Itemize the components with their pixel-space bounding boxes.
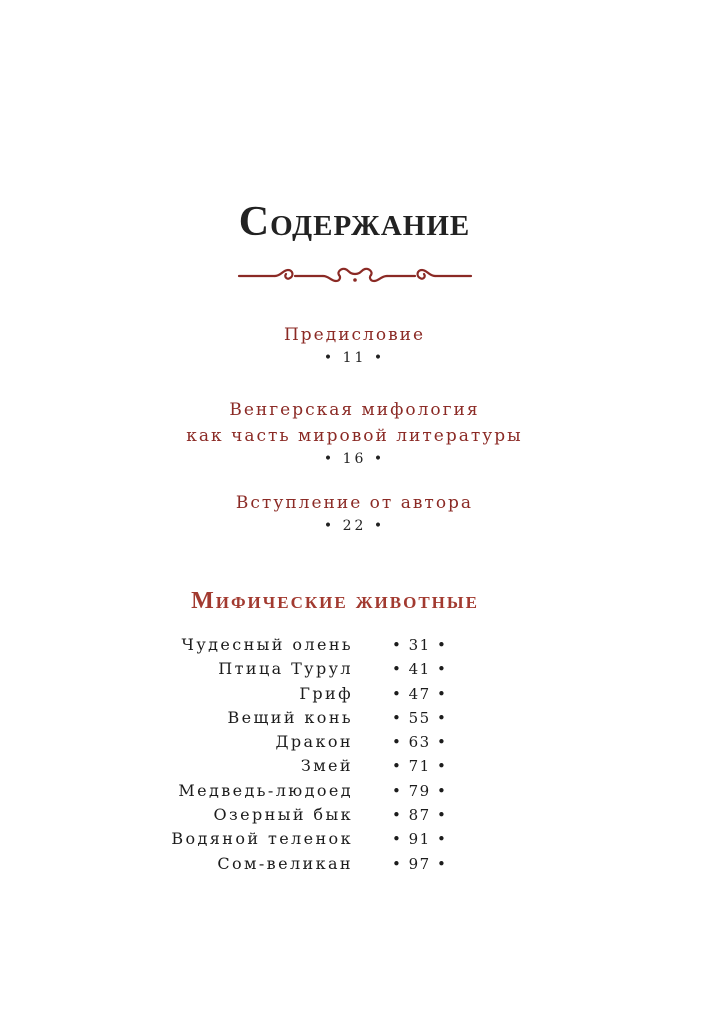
toc-row-page: • 31 • xyxy=(392,636,448,654)
toc-row[interactable] xyxy=(0,706,709,730)
toc-row-name: Вещий конь xyxy=(227,707,353,727)
toc-row-name: Змей xyxy=(300,756,353,776)
toc-entry-page: • 16 • xyxy=(323,451,386,467)
toc-row-name: Озерный бык xyxy=(213,805,353,825)
toc-entry-title-line-1: Венгерская мифология xyxy=(229,400,480,420)
toc-row[interactable] xyxy=(0,827,709,851)
toc-row-name: Медведь-людоед xyxy=(178,780,353,800)
toc-row-name: Гриф xyxy=(299,683,353,703)
toc-entry-hungarian-mythology[interactable] xyxy=(0,397,709,469)
toc-entry-title: Предисловие xyxy=(283,325,426,345)
toc-row[interactable] xyxy=(0,852,709,876)
toc-entry-preface[interactable] xyxy=(0,322,709,368)
toc-row-page: • 97 • xyxy=(392,854,448,873)
toc-row[interactable] xyxy=(0,754,709,778)
page-title: Содержание xyxy=(238,199,471,245)
toc-entry-page: • 11 • xyxy=(323,350,386,366)
toc-row[interactable] xyxy=(0,633,709,657)
toc-entry-page: • 22 • xyxy=(323,518,386,534)
toc-entry-author-intro[interactable] xyxy=(0,490,709,536)
toc-row-page: • 41 • xyxy=(392,660,448,679)
toc-row[interactable] xyxy=(0,682,709,706)
toc-row-name: Сом-великан xyxy=(217,853,353,873)
toc-row[interactable] xyxy=(0,779,709,803)
toc-row-name: Птица Турул xyxy=(218,659,353,679)
scroll-ornament-icon xyxy=(237,264,473,288)
toc-row-page: • 87 • xyxy=(392,806,448,825)
toc-row-page: • 71 • xyxy=(392,757,448,776)
toc-entry-title: Вступление от автора xyxy=(235,493,474,513)
toc-row-page: • 47 • xyxy=(392,684,448,703)
toc-row-name: Чудесный олень xyxy=(181,635,353,654)
toc-row-name: Дракон xyxy=(275,732,353,752)
toc-row-page: • 55 • xyxy=(392,708,448,727)
toc-list xyxy=(0,633,709,876)
toc-entry-title-line-2: как часть мировой литературы xyxy=(186,426,523,446)
toc-row-page: • 79 • xyxy=(392,781,448,800)
toc-row[interactable] xyxy=(0,803,709,827)
toc-row-page: • 63 • xyxy=(392,733,448,752)
section-heading: Мифические животные xyxy=(191,588,479,614)
toc-row-name: Водяной теленок xyxy=(171,829,353,849)
toc-row-page: • 91 • xyxy=(392,830,448,849)
toc-row[interactable] xyxy=(0,657,709,681)
toc-row[interactable] xyxy=(0,730,709,754)
